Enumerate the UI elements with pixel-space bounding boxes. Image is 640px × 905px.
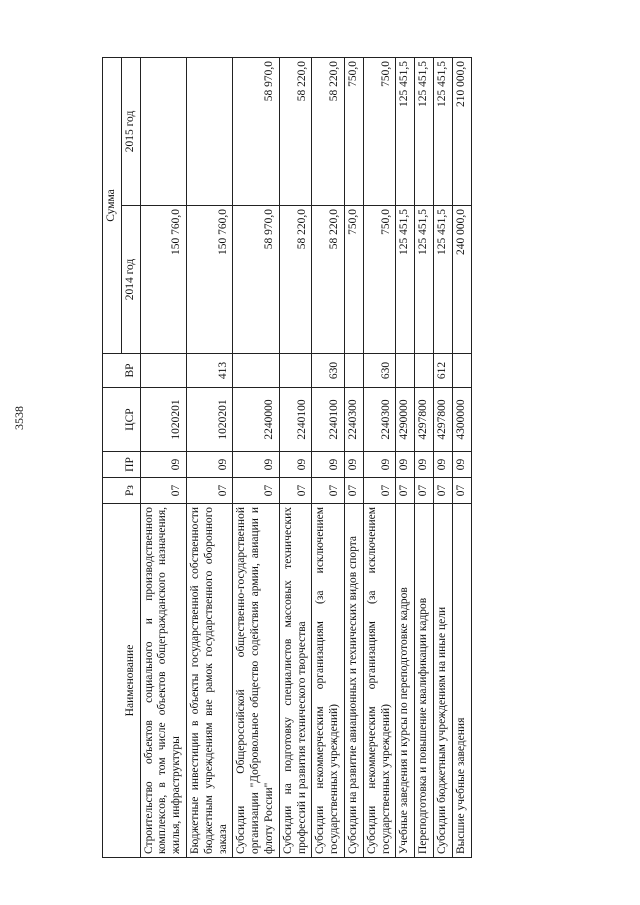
cell-rz: 07 [344,478,363,504]
cell-name: Строительство объектов социального и производственного комплексов, в том числе объектов общегражданского назначения, жилья, инфраструктуры [140,504,186,858]
cell-vr [344,354,363,388]
cell-name: Переподготовка и повышение квалификации кадров [415,504,434,858]
header-2014: 2014 год [121,206,140,354]
table-row [396,57,415,857]
cell-vr: 630 [312,354,345,388]
cell-rz: 07 [233,478,279,504]
cell-rz: 07 [415,478,434,504]
cell-vr [233,354,279,388]
cell-csr: 4300000 [452,388,471,452]
cell-2015 [186,57,232,205]
cell-2014: 150 760,0 [186,206,232,354]
cell-vr [279,354,312,388]
header-row [103,57,122,857]
cell-pr: 09 [279,452,312,478]
cell-rz: 07 [363,478,396,504]
table-row [344,57,363,857]
cell-2015: 750,0 [363,57,396,205]
cell-2014: 125 451,5 [396,206,415,354]
cell-csr: 2240100 [312,388,345,452]
cell-2015 [140,57,186,205]
cell-pr: 09 [363,452,396,478]
cell-rz: 07 [433,478,452,504]
cell-pr: 09 [233,452,279,478]
table-body [140,57,471,857]
cell-csr: 1020201 [140,388,186,452]
header-2015: 2015 год [121,57,140,205]
cell-name: Субсидии бюджетным учреждениям на иные цели [433,504,452,858]
cell-name: Субсидии некоммерческим организациям (за исключением государственных учреждений) [363,504,396,858]
cell-pr: 09 [140,452,186,478]
cell-name: Высшие учебные заведения [452,504,471,858]
cell-2014: 750,0 [363,206,396,354]
table-row [452,57,471,857]
cell-name: Субсидии некоммерческим организациям (за исключением государственных учреждений) [312,504,345,858]
cell-vr [452,354,471,388]
cell-2015: 58 220,0 [312,57,345,205]
cell-2015: 125 451,5 [433,57,452,205]
cell-name: Субсидии Общероссийской общественно-государственной организации "Добровольное общество содействия армии, авиации и флоту России" [233,504,279,858]
cell-vr [415,354,434,388]
header-vr: ВР [103,354,141,388]
cell-csr: 4297800 [433,388,452,452]
table-row [279,57,312,857]
cell-pr: 09 [312,452,345,478]
cell-pr: 09 [452,452,471,478]
page-number: 3538 [12,406,26,430]
cell-vr: 630 [363,354,396,388]
cell-2015: 750,0 [344,57,363,205]
cell-2015: 125 451,5 [396,57,415,205]
cell-vr [396,354,415,388]
table-row [186,57,232,857]
header-sum: Сумма [103,57,122,353]
cell-2015: 58 220,0 [279,57,312,205]
cell-csr: 2240300 [344,388,363,452]
cell-csr: 1020201 [186,388,232,452]
header-csr: ЦСР [103,388,141,452]
cell-vr: 612 [433,354,452,388]
cell-2014: 750,0 [344,206,363,354]
cell-vr [140,354,186,388]
cell-2014: 58 220,0 [312,206,345,354]
cell-rz: 07 [140,478,186,504]
table-row [363,57,396,857]
cell-rz: 07 [452,478,471,504]
cell-csr: 4290000 [396,388,415,452]
cell-2014: 58 220,0 [279,206,312,354]
cell-2014: 240 000,0 [452,206,471,354]
cell-2014: 150 760,0 [140,206,186,354]
cell-name: Бюджетные инвестиции в объекты государственной собственности бюджетным учреждениям вне рамок государственного оборонного заказа [186,504,232,858]
cell-pr: 09 [344,452,363,478]
header-rz: Рз [103,478,141,504]
cell-name: Субсидии на подготовку специалистов массовых технических профессий и развития технического творчества [279,504,312,858]
table-row [433,57,452,857]
cell-2014: 125 451,5 [415,206,434,354]
cell-csr: 2240300 [363,388,396,452]
cell-rz: 07 [186,478,232,504]
cell-csr: 2240000 [233,388,279,452]
cell-csr: 2240100 [279,388,312,452]
cell-2015: 210 000,0 [452,57,471,205]
cell-vr: 413 [186,354,232,388]
cell-2014: 58 970,0 [233,206,279,354]
table-row [415,57,434,857]
cell-name: Учебные заведения и курсы по переподготовке кадров [396,504,415,858]
cell-rz: 07 [279,478,312,504]
table-row [140,57,186,857]
table-row [233,57,279,857]
cell-csr: 4297800 [415,388,434,452]
table-row [312,57,345,857]
cell-2015: 58 970,0 [233,57,279,205]
header-pr: ПР [103,452,141,478]
cell-pr: 09 [415,452,434,478]
cell-2014: 125 451,5 [433,206,452,354]
budget-table [102,57,472,858]
cell-pr: 09 [396,452,415,478]
cell-rz: 07 [396,478,415,504]
budget-table-container [102,58,602,858]
cell-rz: 07 [312,478,345,504]
header-name: Наименование [103,504,141,858]
cell-pr: 09 [433,452,452,478]
cell-name: Субсидии на развитие авиационных и технических видов спорта [344,504,363,858]
cell-pr: 09 [186,452,232,478]
cell-2015: 125 451,5 [415,57,434,205]
